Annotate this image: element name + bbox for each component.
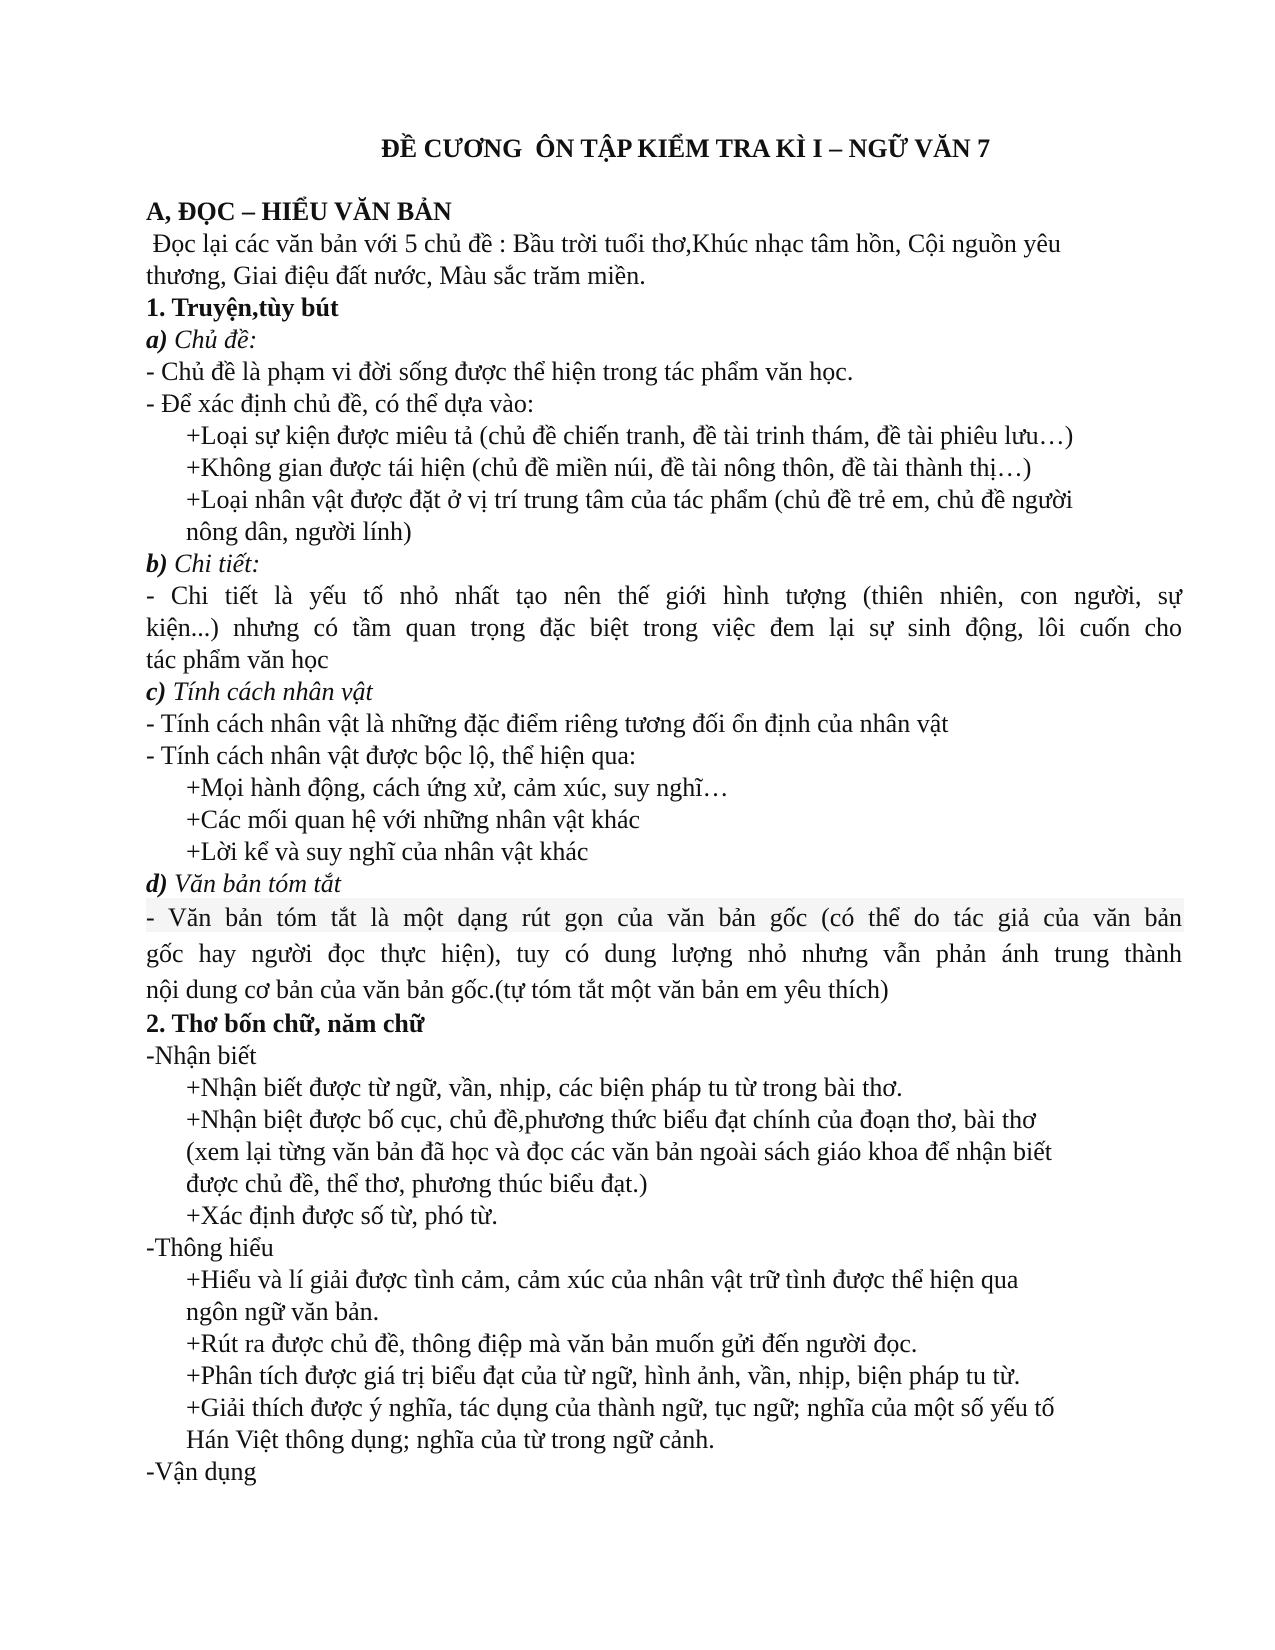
paragraph-line: - Chủ đề là phạm vi đời sống được thể hiện trong tác phẩm văn học. — [146, 357, 854, 386]
category-label: -Thông hiểu — [146, 1233, 274, 1262]
subheading-a-label: a) — [146, 325, 168, 354]
subheading-b — [146, 548, 260, 580]
list-item: +Mọi hành động, cách ứng xử, cảm xúc, suy nghĩ… — [186, 773, 729, 802]
list-item: Hán Việt thông dụng; nghĩa của từ trong ngữ cảnh. — [186, 1425, 715, 1454]
list-item: (xem lại từng văn bản đã học và đọc các văn bản ngoài sách giáo khoa để nhận biết — [186, 1137, 1052, 1166]
section-a-heading: A, ĐỌC – HIỂU VĂN BẢN — [146, 197, 452, 226]
part-2-heading: 2. Thơ bốn chữ, năm chữ — [146, 1009, 425, 1038]
paragraph-line: tác phẩm văn học — [146, 645, 329, 674]
list-item: nông dân, người lính) — [186, 517, 412, 546]
paragraph-line: - Để xác định chủ đề, có thể dựa vào: — [146, 389, 535, 418]
subheading-a-title: Chủ đề: — [167, 325, 258, 354]
list-item: được chủ đề, thể thơ, phương thúc biểu đạt.) — [186, 1169, 648, 1198]
list-item: +Nhận biết được từ ngữ, vần, nhịp, các biện pháp tu từ trong bài thơ. — [186, 1073, 903, 1102]
list-item: +Nhận biệt được bố cục, chủ đề,phương thức biểu đạt chính của đoạn thơ, bài thơ — [186, 1105, 1036, 1134]
list-item: ngôn ngữ văn bản. — [186, 1297, 380, 1326]
subheading-b-label: b) — [146, 549, 168, 578]
list-item: +Hiểu và lí giải được tình cảm, cảm xúc của nhân vật trữ tình được thể hiện qua — [186, 1265, 1019, 1294]
subheading-b-title: Chi tiết: — [167, 549, 261, 578]
list-item: +Loại nhân vật được đặt ở vị trí trung tâm của tác phẩm (chủ đề trẻ em, chủ đề người — [186, 485, 1073, 514]
list-item: +Phân tích được giá trị biểu đạt của từ ngữ, hình ảnh, vần, nhịp, biện pháp tu từ. — [186, 1361, 1021, 1390]
category-label: -Vận dụng — [146, 1457, 257, 1486]
subheading-d — [146, 868, 341, 900]
paragraph-line: gốc hay người đọc thực hiện), tuy có dung lượng nhỏ nhưng vẫn phản ánh trung thành — [146, 939, 1182, 968]
list-item: +Loại sự kiện được miêu tả (chủ đề chiến tranh, đề tài trinh thám, đề tài phiêu lưu…) — [186, 421, 1074, 450]
subheading-d-label: d) — [146, 869, 168, 898]
subheading-a — [146, 324, 257, 356]
subheading-c — [146, 676, 373, 708]
subheading-d-title: Văn bản tóm tắt — [167, 869, 342, 898]
list-item: +Không gian được tái hiện (chủ đề miền núi, đề tài nông thôn, đề tài thành thị…) — [186, 453, 1032, 482]
paragraph-line: - Văn bản tóm tắt là một dạng rút gọn của văn bản gốc (có thể do tác giả của văn bản — [146, 903, 1182, 932]
section-a-intro-line-1: Đọc lại các văn bản với 5 chủ đề : Bầu trời tuổi thơ,Khúc nhạc tâm hồn, Cội nguồn yêu — [146, 229, 1061, 258]
list-item: +Lời kể và suy nghĩ của nhân vật khác — [186, 837, 589, 866]
subheading-c-title: Tính cách nhân vật — [166, 677, 373, 706]
list-item: +Các mối quan hệ với những nhân vật khác — [186, 805, 641, 834]
section-a-intro-line-2: thương, Giai điệu đất nước, Màu sắc trăm miền. — [146, 261, 646, 290]
list-item: +Rút ra được chủ đề, thông điệp mà văn bản muốn gửi đến người đọc. — [186, 1329, 918, 1358]
paragraph-line: - Chi tiết là yếu tố nhỏ nhất tạo nên thế giới hình tượng (thiên nhiên, con người, sự — [146, 581, 1182, 610]
paragraph-line: - Tính cách nhân vật được bộc lộ, thể hiện qua: — [146, 741, 637, 770]
paragraph-line: nội dung cơ bản của văn bản gốc.(tự tóm tắt một văn bản em yêu thích) — [146, 975, 889, 1004]
paragraph-line: kiện...) nhưng có tầm quan trọng đặc biệt trong việc đem lại sự sinh động, lôi cuốn cho — [146, 613, 1182, 642]
paragraph-line: - Tính cách nhân vật là những đặc điểm riêng tương đối ổn định của nhân vật — [146, 709, 949, 738]
page-title: ĐỀ CƯƠNG ÔN TẬP KIỂM TRA KÌ I – NGỮ VĂN 7 — [381, 134, 991, 163]
category-label: -Nhận biết — [146, 1041, 257, 1070]
list-item: +Giải thích được ý nghĩa, tác dụng của thành ngữ, tục ngữ; nghĩa của một số yếu tố — [186, 1393, 1055, 1422]
part-1-heading: 1. Truyện,tùy bút — [146, 293, 339, 322]
list-item: +Xác định được số từ, phó từ. — [186, 1201, 498, 1230]
subheading-c-label: c) — [146, 677, 167, 706]
